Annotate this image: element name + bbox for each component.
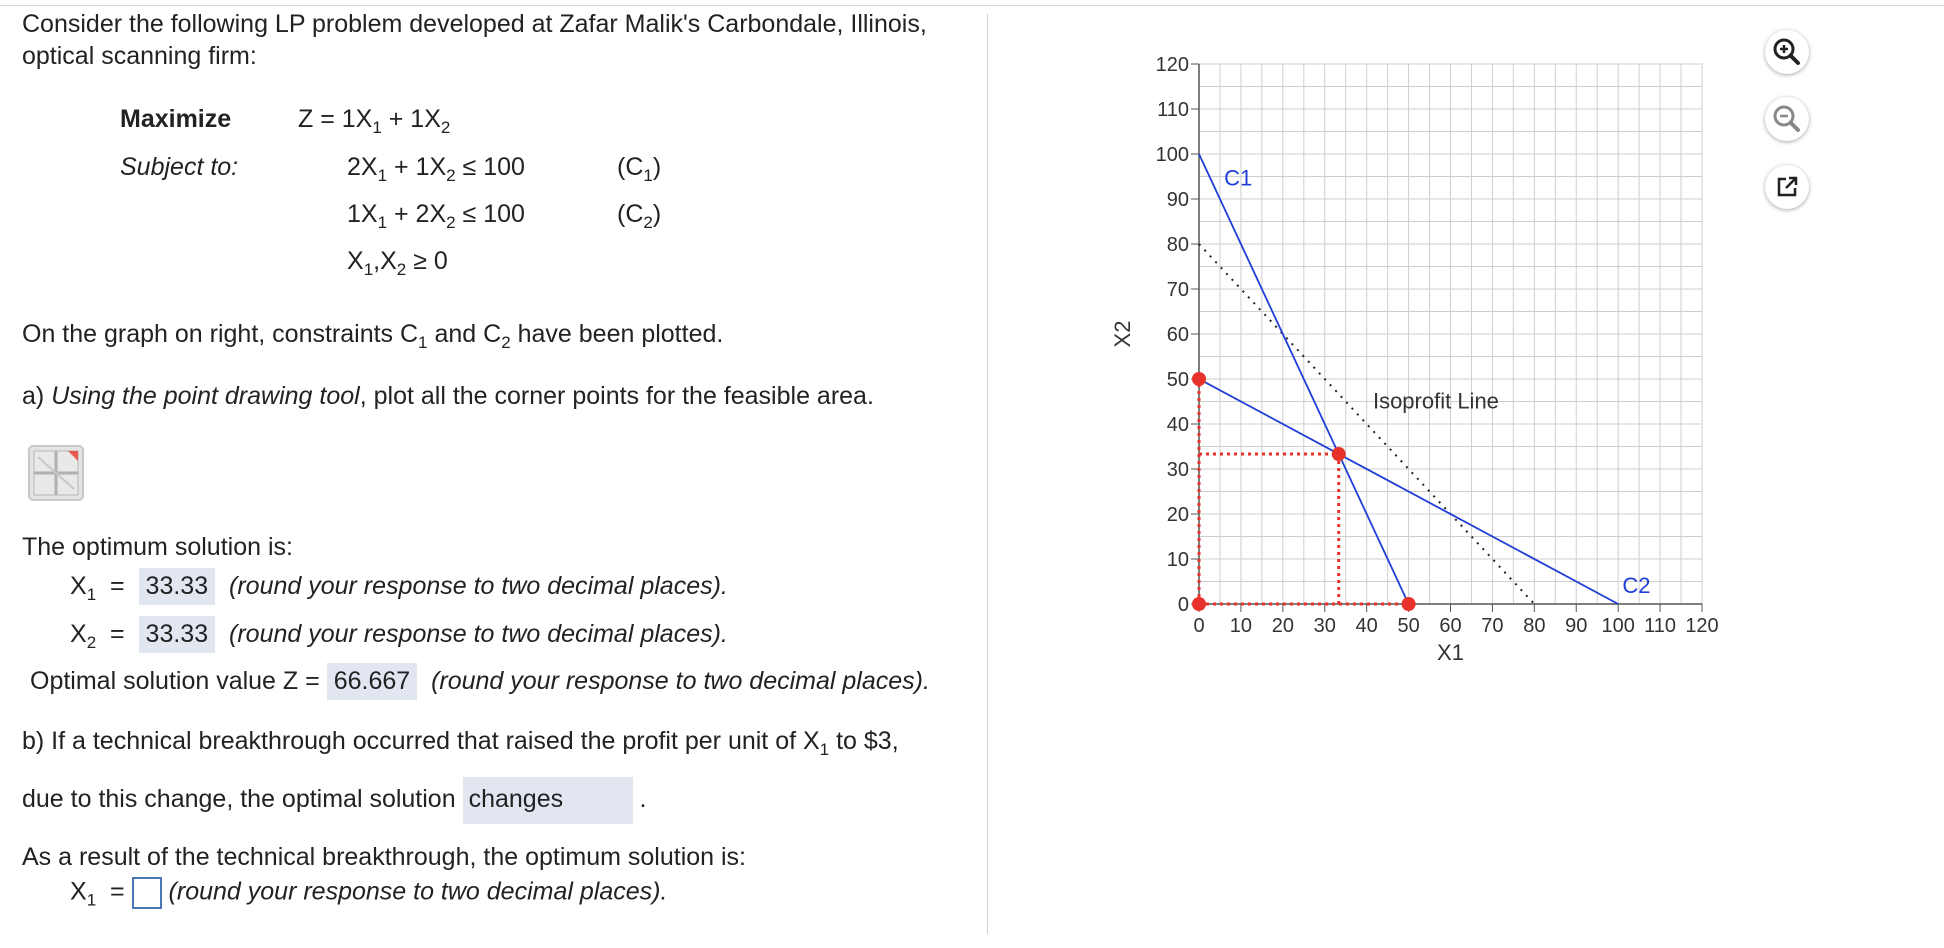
corner-point[interactable] bbox=[1332, 447, 1346, 461]
y-tick-label: 40 bbox=[1166, 414, 1189, 436]
x2-round-hint: (round your response to two decimal places). bbox=[229, 620, 728, 648]
intro-line-2: optical scanning firm: bbox=[22, 42, 257, 70]
new-x1-answer-input[interactable] bbox=[132, 877, 162, 909]
part-a-instruction: a) Using the point drawing tool, plot all the corner points for the feasible area. bbox=[22, 382, 874, 410]
constraint-c1: $2X_1 + 1X_2 \le 100$ bbox=[347, 153, 525, 185]
y-tick-label: 70 bbox=[1166, 279, 1189, 301]
x-tick-label: 90 bbox=[1565, 615, 1588, 637]
popout-icon bbox=[1773, 173, 1801, 201]
optimum-heading: The optimum solution is: bbox=[22, 533, 293, 561]
x1-answer-row: $X_1 = 33.33$ (round your response to two decimal places). bbox=[70, 568, 728, 605]
c2-line-label: C2 bbox=[1622, 572, 1651, 598]
y-tick-label: 120 bbox=[1155, 54, 1189, 76]
y-tick-label: 80 bbox=[1166, 234, 1189, 256]
z-round-hint: (round your response to two decimal places). bbox=[431, 667, 930, 695]
x-tick-label: 60 bbox=[1439, 615, 1462, 637]
y-tick-label: 60 bbox=[1166, 324, 1189, 346]
y-tick-label: 0 bbox=[1177, 594, 1189, 616]
intro-line-1: Consider the following LP problem developed at Zafar Malik's Carbondale, Illinois, bbox=[22, 10, 927, 38]
x2-answer-row: $X_2 = 33.33$ (round your response to two decimal places). bbox=[70, 616, 728, 653]
y-tick-label: 10 bbox=[1166, 549, 1189, 571]
corner-point[interactable] bbox=[1192, 597, 1206, 611]
x-tick-label: 110 bbox=[1644, 615, 1677, 637]
y-tick-label: 20 bbox=[1166, 504, 1189, 526]
maximize-label: Maximize bbox=[120, 105, 232, 133]
x1-answer-field[interactable]: 33.33 bbox=[139, 568, 216, 605]
plotted-note: On the graph on right, constraints $C_1$ and $C_2$ have been plotted. bbox=[22, 320, 724, 352]
x-tick-label: 20 bbox=[1271, 615, 1294, 637]
solution-change-dropdown[interactable]: changes bbox=[463, 777, 633, 824]
y-tick-label: 30 bbox=[1166, 459, 1189, 481]
panel-divider bbox=[987, 14, 988, 934]
x-tick-label: 30 bbox=[1313, 615, 1336, 637]
part-b-question: b) If a technical breakthrough occurred that raised the profit per unit of $X_1$ to $3, bbox=[22, 727, 899, 759]
subject-to-label: Subject to: bbox=[120, 153, 239, 181]
y-tick-label: 90 bbox=[1166, 189, 1189, 211]
corner-point[interactable] bbox=[1192, 372, 1206, 386]
x-axis-label: X1 bbox=[1437, 640, 1464, 665]
new-x1-answer-row: $X_1$ = (round your response to two decimal places). bbox=[70, 877, 668, 910]
x2-answer-field[interactable]: 33.33 bbox=[139, 616, 216, 653]
graph-grid bbox=[1199, 64, 1702, 604]
x-tick-label: 120 bbox=[1685, 615, 1719, 637]
corner-point[interactable] bbox=[1402, 597, 1416, 611]
constraint-c1-tag: $(C_1)$ bbox=[617, 153, 662, 185]
x-tick-label: 80 bbox=[1523, 615, 1546, 637]
x-tick-label: 50 bbox=[1397, 615, 1420, 637]
x-tick-label: 40 bbox=[1355, 615, 1378, 637]
top-border bbox=[0, 5, 1944, 6]
zoom-in-button[interactable] bbox=[1765, 30, 1809, 74]
y-tick-label: 50 bbox=[1166, 369, 1189, 391]
point-tool-icon bbox=[30, 447, 82, 499]
isoprofit-line-label: Isoprofit Line bbox=[1372, 388, 1499, 414]
popout-button[interactable] bbox=[1765, 165, 1809, 209]
constraint-c2-tag: $(C_2)$ bbox=[617, 200, 662, 232]
part-b-dropdown-row bbox=[22, 777, 646, 824]
z-label: Optimal solution value Z = bbox=[30, 667, 320, 695]
new-x1-round-hint: (round your response to two decimal places). bbox=[168, 877, 668, 906]
x-tick-label: 100 bbox=[1601, 615, 1635, 637]
z-answer-row bbox=[30, 663, 930, 700]
y-tick-label: 100 bbox=[1155, 144, 1189, 166]
constraint-c2: $1X_1 + 2X_2 \le 100$ bbox=[347, 200, 525, 232]
y-axis-label: X2 bbox=[1110, 320, 1135, 348]
nonnegativity-constraint: $X_1,X_2 \ge 0$ bbox=[347, 247, 448, 279]
zoom-out-button[interactable] bbox=[1765, 97, 1809, 141]
x-tick-label: 70 bbox=[1481, 615, 1504, 637]
x-tick-label: 10 bbox=[1229, 615, 1253, 637]
zoom-in-icon bbox=[1772, 37, 1802, 67]
y-tick-label: 110 bbox=[1157, 99, 1189, 121]
c1-line-label: C1 bbox=[1224, 165, 1253, 191]
zoom-out-icon bbox=[1772, 104, 1802, 134]
part-b-prefix: due to this change, the optimal solution bbox=[22, 785, 456, 813]
x1-round-hint: (round your response to two decimal places). bbox=[229, 572, 728, 600]
result-heading: As a result of the technical breakthrough, the optimum solution is: bbox=[22, 843, 746, 871]
point-drawing-tool-button[interactable] bbox=[28, 445, 84, 501]
objective-function: $Z = 1X_1 + 1X_2$ bbox=[298, 105, 451, 137]
x-tick-label: 0 bbox=[1193, 615, 1205, 637]
part-b-period: . bbox=[639, 785, 647, 813]
z-answer-field[interactable]: 66.667 bbox=[327, 663, 417, 700]
